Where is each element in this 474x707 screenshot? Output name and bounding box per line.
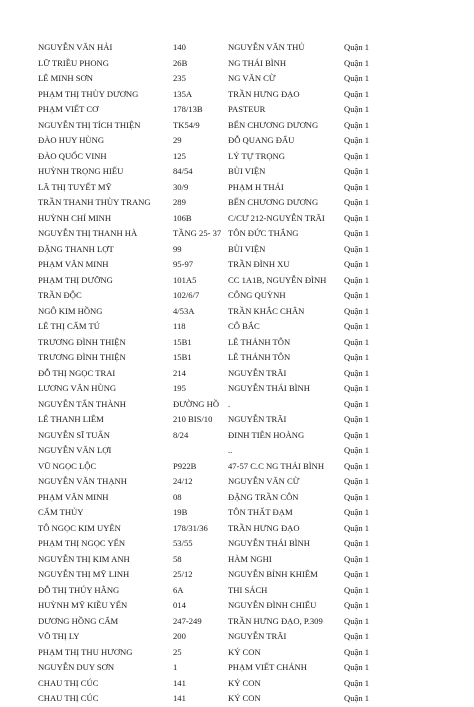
- person-name: ĐỖ THỊ NGỌC TRAI: [38, 367, 116, 378]
- district-name: Quận 1: [344, 600, 370, 610]
- house-number: 214: [173, 367, 186, 378]
- street-name: NGUYỄN BỈNH KHIÊM: [228, 569, 318, 579]
- house-number: 141: [173, 677, 186, 688]
- street-name: THI SÁCH: [228, 584, 268, 595]
- house-number: 125: [173, 150, 186, 161]
- district-name: Quận 1: [344, 460, 370, 471]
- list-row: [0, 412, 474, 428]
- house-number: 95-97: [173, 259, 194, 269]
- list-row: [0, 691, 474, 707]
- person-name: NGÔ KIM HỒNG: [38, 305, 103, 316]
- street-name: 47-57 C.C NG THÁI BÌNH: [228, 460, 325, 471]
- district-name: Quận 1: [344, 166, 370, 176]
- district-name: Quận 1: [344, 646, 370, 657]
- house-number: ĐƯỜNG HỒ: [173, 398, 220, 409]
- list-row: [0, 552, 474, 568]
- district-name: Quận 1: [344, 150, 370, 161]
- house-number: 210 BIS/10: [173, 414, 213, 424]
- house-number: 289: [173, 197, 186, 207]
- person-name: NGUYỄN THỊ KIM ANH: [38, 553, 130, 564]
- person-name: DƯƠNG HỒNG CẨM: [38, 615, 119, 626]
- district-name: Quận 1: [344, 522, 370, 533]
- street-name: TRẦN ĐÌNH XU: [228, 259, 290, 269]
- district-name: Quận 1: [344, 352, 370, 362]
- list-row: [0, 350, 474, 366]
- house-number: 247-249: [173, 615, 202, 626]
- district-name: Quận 1: [344, 57, 370, 68]
- list-row: [0, 211, 474, 227]
- street-name: NGUYỄN TRÃI: [228, 367, 287, 378]
- district-name: Quận 1: [344, 383, 370, 393]
- person-name: VÕ THỊ LY: [38, 631, 80, 641]
- house-number: 135A: [173, 88, 193, 99]
- house-number: 8/24: [173, 429, 189, 440]
- list-row: [0, 536, 474, 552]
- street-name: LÊ THÁNH TÔN: [228, 352, 291, 362]
- district-name: Quận 1: [344, 569, 370, 579]
- person-name: NGUYỄN SĨ TUẤN: [38, 429, 110, 440]
- street-name: KÝ CON: [228, 693, 261, 703]
- list-row: [0, 660, 474, 676]
- street-name: TÔN THẤT ĐẠM: [228, 507, 293, 517]
- person-name: NGUYỄN VĂN THẠNH: [38, 476, 127, 486]
- street-name: KÝ CON: [228, 677, 261, 688]
- list-row: [0, 443, 474, 459]
- list-row: [0, 226, 474, 242]
- person-name: VŨ NGỌC LỘC: [38, 460, 97, 471]
- house-number: 1: [173, 662, 178, 672]
- person-name: TRẦN ĐỘC: [38, 290, 82, 300]
- person-name: CẨM THỦY: [38, 507, 84, 517]
- person-name: CHAU THỊ CÚC: [38, 677, 99, 688]
- district-name: Quận 1: [344, 290, 370, 300]
- person-name: TRẦN THANH THÙY TRANG: [38, 197, 151, 207]
- person-name: NGUYỄN THỊ MỸ LINH: [38, 569, 130, 579]
- list-row: [0, 335, 474, 351]
- list-row: [0, 40, 474, 56]
- person-name: ĐÀO HUY HÙNG: [38, 135, 105, 145]
- person-name: ĐÀO QUỐC VINH: [38, 150, 107, 161]
- person-name: ĐẶNG THANH LỢT: [38, 243, 114, 254]
- street-name: BÙI VIỆN: [228, 243, 266, 254]
- list-row: [0, 583, 474, 599]
- district-name: Quận 1: [344, 445, 370, 455]
- house-number: 178/13B: [173, 104, 203, 114]
- house-number: 30/9: [173, 181, 189, 192]
- person-name: LÊ THANH LIÊM: [38, 414, 104, 424]
- street-name: NGUYỄN VĂN CỪ: [228, 476, 300, 486]
- list-row: [0, 87, 474, 103]
- person-name: HUỲNH MỸ KIỀU YẾN: [38, 600, 128, 610]
- list-row: [0, 257, 474, 273]
- house-number: 26B: [173, 57, 188, 68]
- list-row: [0, 242, 474, 258]
- person-name: ĐỖ THỊ THÚY HẰNG: [38, 584, 120, 595]
- list-row: [0, 459, 474, 475]
- house-number: 15B1: [173, 352, 192, 362]
- house-number: 6A: [173, 584, 184, 595]
- district-name: Quận 1: [344, 414, 370, 424]
- list-row: [0, 319, 474, 335]
- district-name: Quận 1: [344, 538, 370, 548]
- district-name: Quận 1: [344, 104, 370, 114]
- street-name: NGUYỄN THÁI BÌNH: [228, 538, 310, 548]
- district-name: Quận 1: [344, 615, 370, 626]
- street-name: LÊ THÁNH TÔN: [228, 336, 291, 347]
- house-number: 19B: [173, 507, 188, 517]
- street-name: NGUYỄN TRÃI: [228, 631, 287, 641]
- person-name: HUỲNH TRỌNG HIẾU: [38, 166, 124, 176]
- district-name: Quận 1: [344, 507, 370, 517]
- house-number: 29: [173, 135, 182, 145]
- person-name: NGUYỄN DUY SƠN: [38, 662, 115, 672]
- house-number: 014: [173, 600, 186, 610]
- district-name: Quận 1: [344, 584, 370, 595]
- street-name: NGUYỄN THÁI BÌNH: [228, 383, 310, 393]
- list-row: [0, 133, 474, 149]
- person-name: LÊ THỊ CẨM TÚ: [38, 321, 100, 331]
- house-number: 4/53A: [173, 305, 195, 316]
- list-row: [0, 366, 474, 382]
- street-name: PHẠM H THÁI: [228, 181, 284, 192]
- list-row: [0, 102, 474, 118]
- street-name: ..: [228, 445, 233, 455]
- person-name: TÔ NGỌC KIM UYÊN: [38, 522, 121, 533]
- person-name: PHẠM VĂN MINH: [38, 491, 109, 502]
- house-number: 24/12: [173, 476, 193, 486]
- list-row: [0, 195, 474, 211]
- district-name: Quận 1: [344, 212, 370, 223]
- person-name: PHẠM THỊ NGỌC YẾN: [38, 538, 126, 548]
- street-name: TRẦN HƯNG ĐẠO: [228, 88, 300, 99]
- person-name: PHẠM VIẾT CƠ: [38, 104, 99, 114]
- street-name: PASTEUR: [228, 104, 266, 114]
- list-row: [0, 645, 474, 661]
- list-row: [0, 567, 474, 583]
- district-name: Quận 1: [344, 429, 370, 440]
- list-row: [0, 118, 474, 134]
- street-name: .: [228, 398, 231, 409]
- person-name: NGUYỄN THỊ TÍCH THIỆN: [38, 119, 141, 130]
- person-name: LỮ TRIỀU PHONG: [38, 57, 109, 68]
- district-name: Quận 1: [344, 336, 370, 347]
- district-name: Quận 1: [344, 181, 370, 192]
- street-name: CÔNG QUỲNH: [228, 290, 286, 300]
- list-row: [0, 304, 474, 320]
- person-name: CHAU THỊ CÚC: [38, 693, 99, 703]
- street-name: NGUYỄN VĂN THỦ: [228, 42, 305, 52]
- house-number: TẦNG 25- 37: [173, 228, 222, 238]
- district-name: Quận 1: [344, 631, 370, 641]
- street-name: TÔN ĐỨC THẮNG: [228, 228, 299, 238]
- person-name: NGUYỄN THỊ THANH HÀ: [38, 228, 138, 238]
- person-name: NGUYỄN VĂN LỢI: [38, 445, 112, 455]
- house-number: 178/31/36: [173, 522, 208, 533]
- house-number: 106B: [173, 212, 192, 223]
- district-name: Quận 1: [344, 119, 370, 130]
- district-name: Quận 1: [344, 42, 370, 52]
- house-number: 195: [173, 383, 186, 393]
- district-name: Quận 1: [344, 88, 370, 99]
- person-name: PHẠM VĂN MINH: [38, 259, 109, 269]
- house-number: 99: [173, 243, 182, 254]
- house-number: 08: [173, 491, 182, 502]
- district-name: Quận 1: [344, 274, 370, 285]
- house-number: 140: [173, 42, 186, 52]
- street-name: TRẦN HƯNG ĐẠO: [228, 522, 300, 533]
- district-name: Quận 1: [344, 491, 370, 502]
- person-name: TRƯƠNG ĐÌNH THIỆN: [38, 352, 126, 362]
- district-name: Quận 1: [344, 135, 370, 145]
- person-name: PHẠM THỊ THU HƯƠNG: [38, 646, 133, 657]
- person-name: HUỲNH CHÍ MINH: [38, 212, 112, 223]
- list-row: [0, 56, 474, 72]
- district-name: Quận 1: [344, 693, 370, 703]
- list-row: [0, 273, 474, 289]
- district-name: Quận 1: [344, 259, 370, 269]
- person-name: NGUYỄN VĂN HẢI: [38, 42, 113, 52]
- district-name: Quận 1: [344, 305, 370, 316]
- list-row: [0, 505, 474, 521]
- street-name: CC 1A1B, NGUYỄN ĐÌNH: [228, 274, 327, 285]
- house-number: 25/12: [173, 569, 193, 579]
- person-name: LƯƠNG VĂN HÙNG: [38, 383, 117, 393]
- list-row: [0, 614, 474, 630]
- house-number: P922B: [173, 460, 197, 471]
- house-number: 102/6/7: [173, 290, 200, 300]
- list-row: [0, 71, 474, 87]
- district-name: Quận 1: [344, 197, 370, 207]
- list-row: [0, 164, 474, 180]
- house-number: 141: [173, 693, 186, 703]
- street-name: BẾN CHƯƠNG DƯƠNG: [228, 119, 319, 130]
- district-name: Quận 1: [344, 662, 370, 672]
- list-row: [0, 474, 474, 490]
- person-name: PHẠM THỊ DƯỠNG: [38, 274, 113, 285]
- street-name: TRẦN KHẮC CHÂN: [228, 305, 305, 316]
- district-name: Quận 1: [344, 677, 370, 688]
- house-number: 235: [173, 73, 186, 83]
- house-number: 84/54: [173, 166, 193, 176]
- street-name: ĐỖ QUANG ĐẨU: [228, 135, 295, 145]
- list-row: [0, 629, 474, 645]
- person-name: PHẠM THỊ THÙY DƯƠNG: [38, 88, 139, 99]
- street-name: TRẦN HƯNG ĐẠO, P.309: [228, 615, 323, 626]
- list-row: [0, 288, 474, 304]
- street-name: HÀM NGHI: [228, 553, 272, 564]
- list-row: [0, 490, 474, 506]
- list-row: [0, 428, 474, 444]
- street-name: PHẠM VIẾT CHÁNH: [228, 662, 307, 672]
- street-name: KÝ CON: [228, 646, 261, 657]
- house-number: TK54/9: [173, 119, 200, 130]
- list-row: [0, 521, 474, 537]
- house-number: 25: [173, 646, 182, 657]
- street-name: NG VĂN CỪ: [228, 73, 276, 83]
- person-name: LÊ MINH SƠN: [38, 73, 93, 83]
- house-number: 58: [173, 553, 182, 564]
- street-name: LÝ TỰ TRỌNG: [228, 150, 285, 161]
- district-name: Quận 1: [344, 243, 370, 254]
- house-number: 118: [173, 321, 186, 331]
- house-number: 15B1: [173, 336, 192, 347]
- street-name: ĐINH TIÊN HOÀNG: [228, 429, 305, 440]
- district-name: Quận 1: [344, 476, 370, 486]
- person-name: TRƯƠNG ĐÌNH THIỆN: [38, 336, 126, 347]
- list-row: [0, 381, 474, 397]
- list-row: [0, 149, 474, 165]
- house-number: 101A5: [173, 274, 197, 285]
- house-number: 200: [173, 631, 186, 641]
- street-name: BẾN CHƯƠNG DƯƠNG: [228, 197, 319, 207]
- list-row: [0, 598, 474, 614]
- list-row: [0, 180, 474, 196]
- street-name: CÔ BẮC: [228, 321, 260, 331]
- list-row: [0, 676, 474, 692]
- district-name: Quận 1: [344, 398, 370, 409]
- house-number: 53/55: [173, 538, 193, 548]
- district-name: Quận 1: [344, 553, 370, 564]
- street-name: NG THÁI BÌNH: [228, 57, 287, 68]
- street-name: NGUYỄN TRÃI: [228, 414, 287, 424]
- street-name: ĐẶNG TRẦN CÔN: [228, 491, 299, 502]
- district-name: Quận 1: [344, 321, 370, 331]
- person-name: LÃ THỊ TUYẾT MỸ: [38, 181, 112, 192]
- district-name: Quận 1: [344, 367, 370, 378]
- district-name: Quận 1: [344, 73, 370, 83]
- street-name: NGUYỄN ĐÌNH CHIỂU: [228, 600, 317, 610]
- person-name: NGUYỄN TẤN THÀNH: [38, 398, 127, 409]
- list-row: [0, 397, 474, 413]
- street-name: C/CƯ 212-NGUYỄN TRÃI: [228, 212, 325, 223]
- district-name: Quận 1: [344, 228, 370, 238]
- street-name: BÙI VIỆN: [228, 166, 266, 176]
